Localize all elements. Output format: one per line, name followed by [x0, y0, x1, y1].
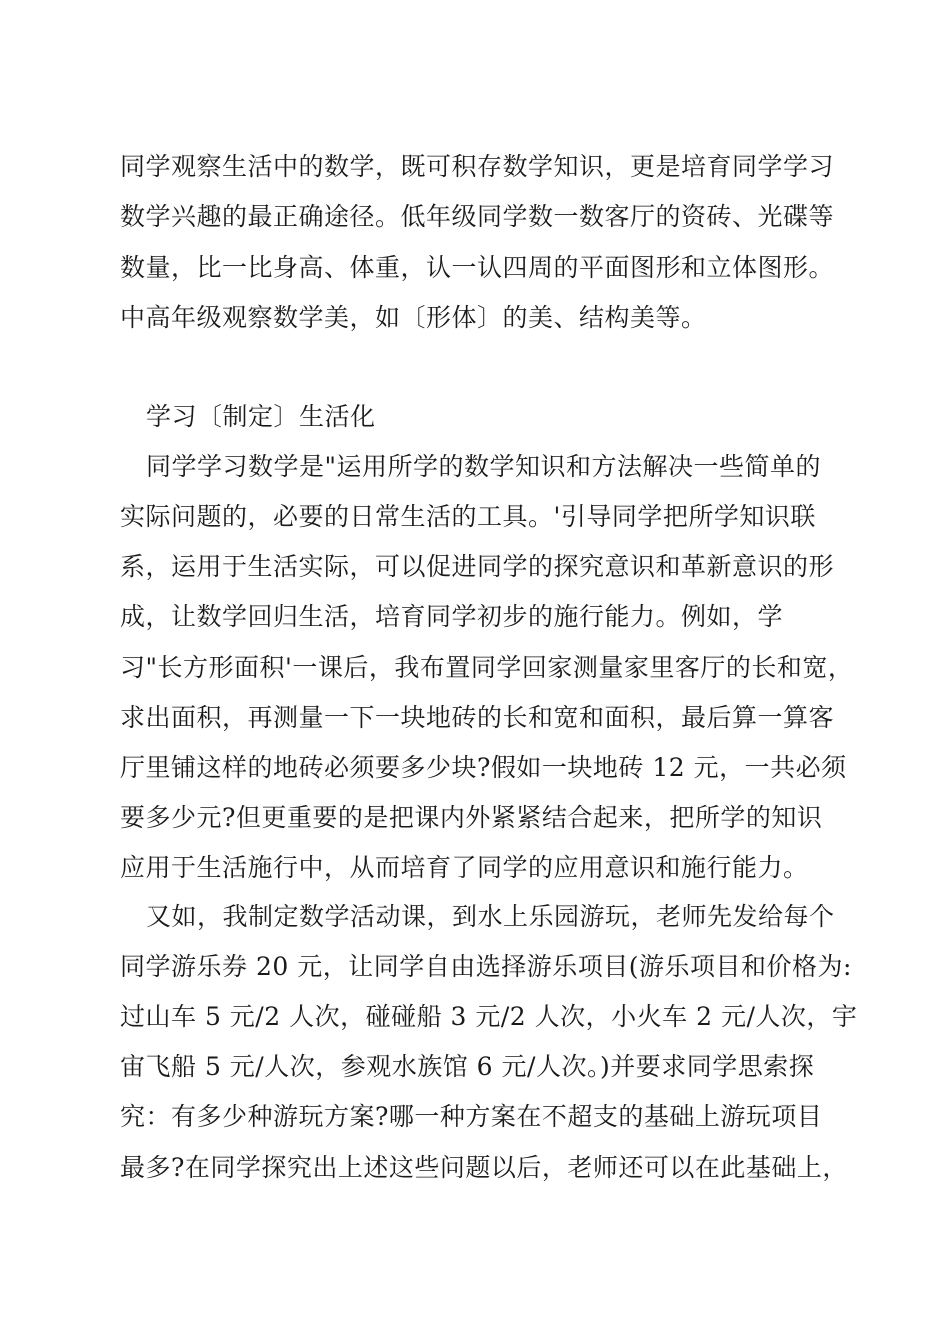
paragraph-line: 习"长方形面积'一课后，我布置同学回家测量家里客厅的长和宽，: [120, 653, 854, 682]
paragraph-line: 又如，我制定数学活动课，到水上乐园游玩，老师先发给每个: [146, 902, 835, 931]
paragraph-line: 究：有多少种游玩方案?哪一种方案在不超支的基础上游玩项目: [120, 1102, 823, 1131]
paragraph-line: 同学游乐券 20 元，让同学自由选择游乐项目(游乐项目和价格为:: [120, 952, 852, 981]
paragraph-line: 系，运用于生活实际，可以促进同学的探究意识和革新意识的形: [120, 552, 835, 581]
paragraph-line: 应用于生活施行中，从而培育了同学的应用意识和施行能力。: [120, 853, 809, 882]
paragraph-line: 数学兴趣的最正确途径。低年级同学数一数客厅的资砖、光碟等: [120, 202, 835, 231]
paragraph-line: 宙飞船 5 元/人次，参观水族馆 6 元/人次。)并要求同学思索探: [120, 1052, 815, 1081]
paragraph-line: 厅里铺这样的地砖必须要多少块?假如一块地砖 12 元，一共必须: [120, 753, 847, 782]
section-heading: 学习〔制定〕生活化: [146, 402, 376, 431]
paragraph-line: 实际问题的，必要的日常生活的工具。'引导同学把所学知识联: [120, 502, 816, 531]
paragraph-line: 数量，比一比身高、体重，认一认四周的平面图形和立体图形。: [120, 253, 835, 282]
paragraph-line: 成，让数学回归生活，培育同学初步的施行能力。例如，学: [120, 602, 784, 631]
paragraph-line: 中高年级观察数学美，如〔形体〕的美、结构美等。: [120, 303, 707, 332]
paragraph-line: 要多少元?但更重要的是把课内外紧紧结合起来，把所学的知识: [120, 803, 823, 832]
paragraph-line: 求出面积，再测量一下一块地砖的长和宽和面积，最后算一算客: [120, 703, 835, 732]
paragraph-line: 同学观察生活中的数学，既可积存数学知识，更是培育同学学习: [120, 152, 835, 181]
paragraph-line: 同学学习数学是"运用所学的数学知识和方法解决一些简单的: [146, 452, 822, 481]
paragraph-line: 过山车 5 元/2 人次，碰碰船 3 元/2 人次，小火车 2 元/人次，宇: [120, 1002, 858, 1031]
paragraph-line: 最多?在同学探究出上述这些问题以后，老师还可以在此基础上，: [120, 1153, 848, 1182]
